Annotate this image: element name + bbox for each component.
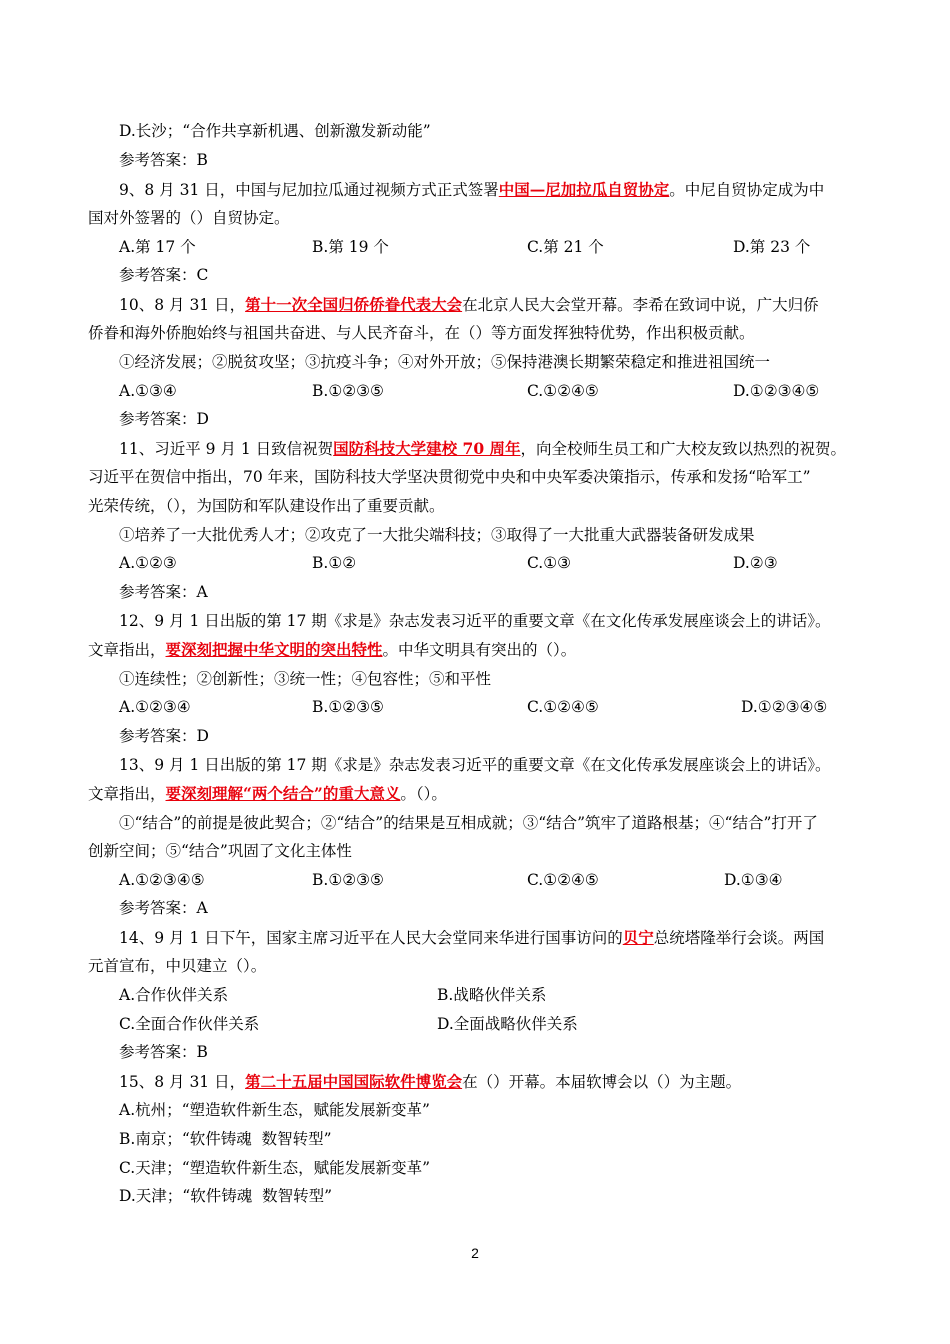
q14-answer: 参考答案：B <box>119 1043 208 1061</box>
q10-stem-line1: 10、8 月 31 日，第十一次全国归侨侨眷代表大会在北京人民大会堂开幕。李希在致词中说，广大归侨 <box>119 295 819 314</box>
q12-option-a: A.①②③④ <box>119 698 191 716</box>
q13-items-line2: 创新空间；⑤“结合”巩固了文化主体性 <box>88 842 352 860</box>
q11-option-d: D.②③ <box>733 554 778 572</box>
q14-option-a: A.合作伙伴关系 <box>119 986 229 1004</box>
q10-option-c: C.①②④⑤ <box>527 382 599 400</box>
q13-answer: 参考答案：A <box>119 899 208 917</box>
q10-option-d: D.①②③④⑤ <box>733 382 820 400</box>
q14-highlight: 贝宁 <box>622 928 654 947</box>
q11-highlight: 国防科技大学建校 70 周年 <box>333 439 521 458</box>
q9-stem-line1: 9、8 月 31 日，中国与尼加拉瓜通过视频方式正式签署中国—尼加拉瓜自贸协定。中尼自贸协定成为中 <box>119 180 825 199</box>
page-number: 2 <box>471 1245 479 1261</box>
q13-highlight: 要深刻理解“两个结合”的重大意义 <box>165 784 401 803</box>
q15-option-d: D.天津；“软件铸魂 数智转型” <box>119 1187 333 1205</box>
q11-answer: 参考答案：A <box>119 583 208 601</box>
q14-stem-line2: 元首宣布，中贝建立（）。 <box>88 957 267 975</box>
q10-stem-line2: 侨眷和海外侨胞始终与祖国共奋进、与人民齐奋斗，在（）等方面发挥独特优势，作出积极贡献。 <box>88 324 755 342</box>
q12-stem-line1: 12、9 月 1 日出版的第 17 期《求是》杂志发表习近平的重要文章《在文化传承发展座谈会上的讲话》。 <box>119 612 831 630</box>
q11-stem-line2: 习近平在贺信中指出，70 年来，国防科技大学坚决贯彻党中央和中央军委决策指示，传承和发扬“哈军工” <box>88 468 811 486</box>
q15-option-b: B.南京；“软件铸魂 数智转型” <box>119 1130 332 1148</box>
q9-option-c: C.第 21 个 <box>527 238 604 256</box>
q13-stem-line1: 13、9 月 1 日出版的第 17 期《求是》杂志发表习近平的重要文章《在文化传承发展座谈会上的讲话》。 <box>119 756 831 774</box>
q11-stem-line3: 光荣传统，（），为国防和军队建设作出了重要贡献。 <box>88 497 445 515</box>
q10-items: ①经济发展；②脱贫攻坚；③抗疫斗争；④对外开放；⑤保持港澳长期繁荣稳定和推进祖国统一 <box>119 353 771 371</box>
q11-items: ①培养了一大批优秀人才；②攻克了一大批尖端科技；③取得了一大批重大武器装备研发成果 <box>119 526 755 544</box>
q12-items: ①连续性；②创新性；③统一性；④包容性；⑤和平性 <box>119 670 492 688</box>
q13-option-b: B.①②③⑤ <box>312 871 384 889</box>
q9-answer: 参考答案：C <box>119 266 209 284</box>
q9-option-b: B.第 19 个 <box>312 238 389 256</box>
q12-option-c: C.①②④⑤ <box>527 698 599 716</box>
q10-option-b: B.①②③⑤ <box>312 382 384 400</box>
q12-highlight: 要深刻把握中华文明的突出特性 <box>165 640 383 659</box>
q11-stem-line1: 11、习近平 9 月 1 日致信祝贺国防科技大学建校 70 周年，向全校师生员工和广大校友致以热烈的祝贺。 <box>119 439 847 458</box>
q9-option-d: D.第 23 个 <box>733 238 811 256</box>
q13-option-a: A.①②③④⑤ <box>119 871 205 889</box>
q9-stem-line2: 国对外签署的（）自贸协定。 <box>88 209 290 227</box>
q8-answer: 参考答案：B <box>119 151 208 169</box>
q11-option-b: B.①② <box>312 554 357 572</box>
q11-option-a: A.①②③ <box>119 554 177 572</box>
q13-items-line1: ①“结合”的前提是彼此契合；②“结合”的结果是互相成就；③“结合”筑牢了道路根基；④“结合”打开了 <box>119 814 818 832</box>
q12-option-d: D.①②③④⑤ <box>741 698 828 716</box>
q13-option-c: C.①②④⑤ <box>527 871 599 889</box>
q15-highlight: 第二十五届中国国际软件博览会 <box>245 1072 463 1091</box>
q9-option-a: A.第 17 个 <box>119 238 196 256</box>
q10-highlight: 第十一次全国归侨侨眷代表大会 <box>245 295 463 314</box>
q13-stem-line2: 文章指出，要深刻理解“两个结合”的重大意义。（）。 <box>88 784 447 803</box>
q11-option-c: C.①③ <box>527 554 572 572</box>
q15-option-a: A.杭州；“塑造软件新生态，赋能发展新变革” <box>119 1101 430 1119</box>
q12-stem-line2: 文章指出，要深刻把握中华文明的突出特性。中华文明具有突出的（）。 <box>88 640 577 659</box>
q13-option-d: D.①③④ <box>724 871 783 889</box>
q12-answer: 参考答案：D <box>119 727 209 745</box>
q14-option-b: B.战略伙伴关系 <box>437 986 547 1004</box>
q15-stem-line1: 15、8 月 31 日，第二十五届中国国际软件博览会在（）开幕。本届软博会以（）为主题。 <box>119 1072 742 1091</box>
q14-option-c: C.全面合作伙伴关系 <box>119 1015 260 1033</box>
q14-option-d: D.全面战略伙伴关系 <box>437 1015 578 1033</box>
q10-option-a: A.①③④ <box>119 382 177 400</box>
q15-option-c: C.天津；“塑造软件新生态，赋能发展新变革” <box>119 1159 431 1177</box>
q10-answer: 参考答案：D <box>119 410 209 428</box>
q14-stem-line1: 14、9 月 1 日下午，国家主席习近平在人民大会堂同来华进行国事访问的贝宁总统塔隆举行会谈。两国 <box>119 928 825 947</box>
q8-option-d: D.长沙；“合作共享新机遇、创新激发新动能” <box>119 122 431 140</box>
q9-highlight: 中国—尼加拉瓜自贸协定 <box>498 180 670 199</box>
q12-option-b: B.①②③⑤ <box>312 698 384 716</box>
